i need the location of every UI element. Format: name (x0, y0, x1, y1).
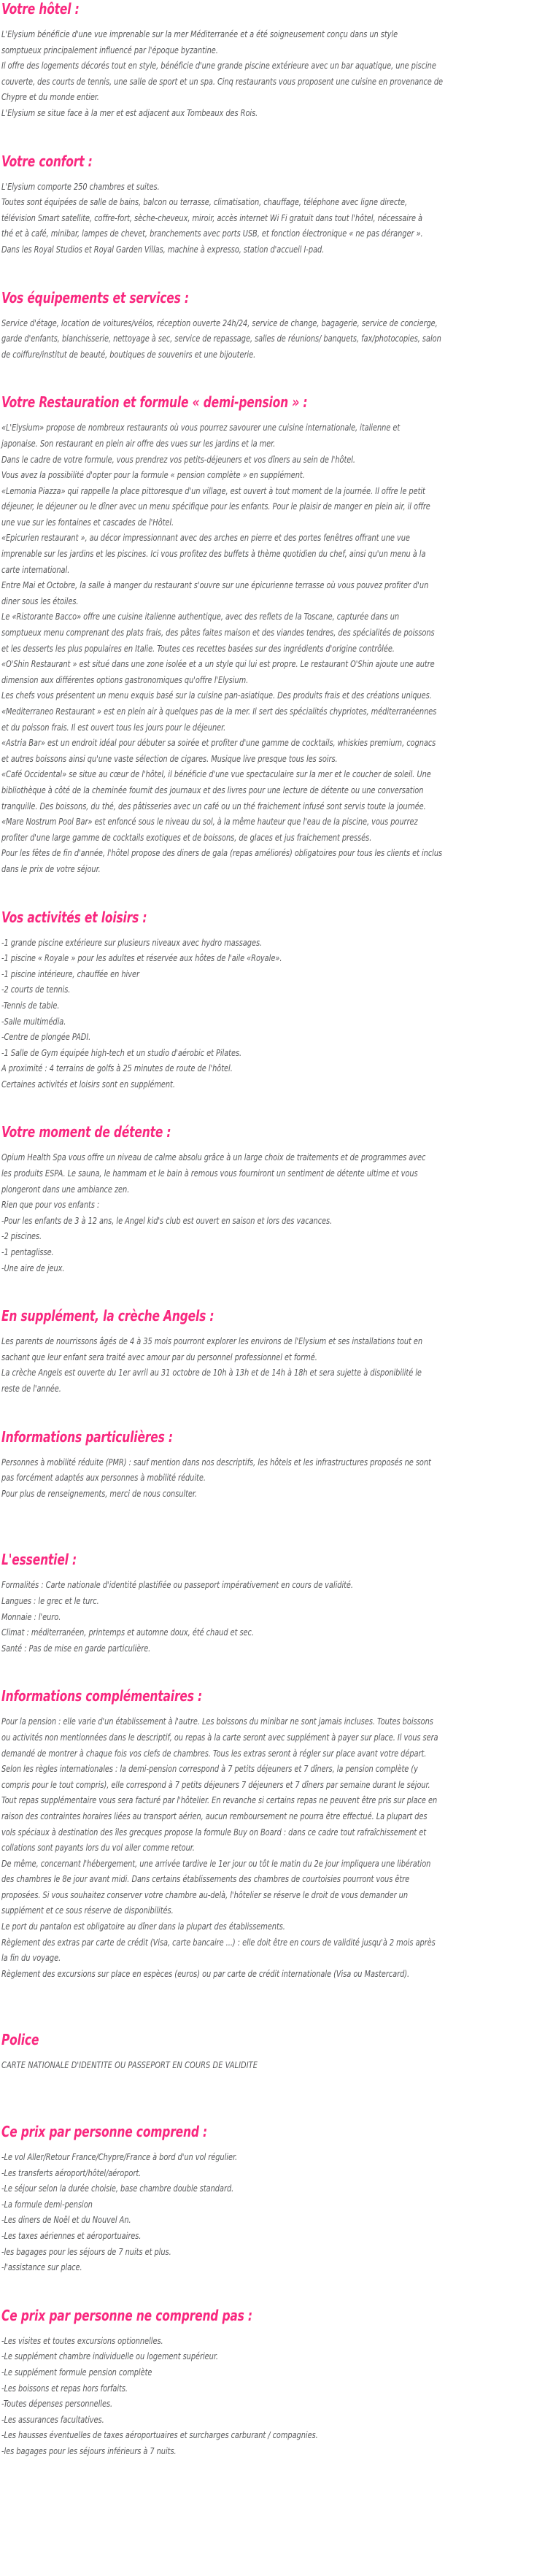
section-heading: Votre hôtel : (1, 0, 80, 18)
heading-spacer (1, 1141, 552, 1149)
body-line: «Epicurien restaurant », au décor impressionnant avec des arches en pierre et des portes fenêtres offrant une vue (1, 532, 410, 544)
heading-spacer (1, 1325, 552, 1333)
section-spacer (1, 2275, 552, 2307)
section-vos-activites (1, 909, 552, 1092)
body-line: Rien que pour vos enfants : (1, 1199, 100, 1211)
body-line: -Les diners de Noël et du Nouvel An. (1, 2214, 131, 2226)
body-line: -l'assistance sur place. (1, 2261, 82, 2273)
body-line: -Toutes dépenses personnelles. (1, 2398, 113, 2410)
section-spacer (1, 1501, 552, 1551)
body-line: A proximité : 4 terrains de golfs à 25 minutes de route de l'hôtel. (1, 1063, 233, 1074)
body-line: -Une aire de jeux. (1, 1262, 65, 1273)
body-line: Certaines activités et loisirs sont en supplément. (1, 1078, 175, 1090)
section-heading: Informations particulières : (1, 1427, 173, 1446)
body-line: -Le supplément formule pension complète (1, 2366, 152, 2378)
body-line: diner sous les étoiles. (1, 595, 79, 606)
body-line: «Lemonia Piazza» qui rappelle la place pittoresque d'un village, est ouvert à tout moment de la journée. Il offre le petit (1, 485, 425, 496)
body-line: -Les boissons et repas hors forfaits. (1, 2382, 128, 2394)
body-line: -Le séjour selon la durée choisie, base chambre double standard. (1, 2183, 234, 2194)
body-line: Pour les fêtes de fin d'année, l'hôtel propose des diners de gala (repas améliorés) obligatoires pour tous les clients et inclus (1, 847, 443, 859)
body-line: -Pour les enfants de 3 à 12 ans, le Angel kid's club est ouvert en saison et lors des vacances. (1, 1214, 333, 1226)
body-line: -les bagages pour les séjours de 7 nuits et plus. (1, 2245, 171, 2257)
body-line: Règlement des extras par carte de crédit (Visa, carte bancaire ...) : elle doit être en cours de validité jusqu'à 2 mois après (1, 1936, 436, 1948)
body-line: Règlement des excursions sur place en espèces (euros) ou par carte de crédit internationale (Visa ou Mastercard). (1, 1967, 410, 1979)
body-line: -les bagages pour les séjours inférieurs à 7 nuits. (1, 2445, 177, 2456)
body-line: dans le prix de votre séjour. (1, 863, 101, 874)
body-line: Dans les Royal Studios et Royal Garden Villas, machine à expresso, station d'accueil I-pad. (1, 243, 325, 255)
body-line: une vue sur les fontaines et cascades de l'Hôtel. (1, 516, 174, 528)
section-prix-comprend (1, 2123, 552, 2275)
body-line: raison des contraintes horaires liées au transport aérien, aucun remboursement ne pourra être effectué. La plupart des (1, 1810, 428, 1821)
section-spacer (1, 1656, 552, 1687)
section-votre-confort (1, 153, 552, 258)
body-line: Toutes sont équipées de salle de bains, balcon ou terrasse, climatisation, chauffage, téléphone avec ligne directe, (1, 196, 408, 208)
section-spacer (1, 362, 552, 393)
body-line: sachant que leur enfant sera traité avec amour par du personnel professionnel et formé. (1, 1351, 317, 1362)
body-line: Chypre et du monde entier. (1, 91, 99, 103)
body-line: Tout repas supplémentaire vous sera facturé par l'hôtelier. En revanche si certains repas ne peuvent être pris sur place en (1, 1794, 438, 1806)
heading-spacer (1, 2141, 552, 2149)
section-heading: Vos équipements et services : (1, 288, 189, 306)
body-line: plongeront dans une ambiance zen. (1, 1183, 130, 1195)
section-heading: Votre moment de détente : (1, 1123, 171, 1141)
heading-spacer (1, 18, 552, 26)
body-line: -Salle multimédia. (1, 1015, 66, 1027)
section-creche-angels (1, 1307, 552, 1396)
body-line: -Les visites et toutes excursions optionnelles. (1, 2334, 163, 2346)
section-spacer (1, 1981, 552, 2031)
section-heading: Votre confort : (1, 152, 93, 170)
body-line: -2 piscines. (1, 1230, 42, 1242)
body-line: «O'Shin Restaurant » est situé dans une zone isolée et a un style qui lui est propre. Le restaurant O'Shin ajoute une autre (1, 658, 435, 670)
brochure-content (1, 0, 552, 2459)
body-line: Monnaie : l'euro. (1, 1611, 61, 1622)
body-line: -Les transferts aéroport/hôtel/aéroport. (1, 2167, 142, 2178)
body-line: «Astria Bar» est un endroit idéal pour débuter sa soirée et profiter d'une gamme de cocktails, whiskies premium, cognacs (1, 737, 436, 749)
section-spacer (1, 877, 552, 909)
body-line: L'Elysium bénéficie d'une vue imprenable sur la mer Méditerranée et a été soigneusement conçu dans un style (1, 28, 398, 39)
body-line: Opium Health Spa vous offre un niveau de calme absolu grâce à un large choix de traitements et de programmes avec (1, 1152, 426, 1163)
section-police (1, 2031, 552, 2073)
body-line: Les chefs vous présentent un menu exquis basé sur la cuisine pan-asiatique. Des produits frais et des créations uniques. (1, 690, 432, 701)
section-heading: Ce prix par personne ne comprend pas : (1, 2306, 252, 2324)
body-line: reste de l'année. (1, 1383, 61, 1394)
body-line: et les desserts les plus populaires en Italie. Toutes ces recettes basées sur des ingrédients d'origine contrôlée. (1, 642, 395, 654)
body-line: Dans le cadre de votre formule, vous prendrez vos petits-déjeuners et vos dîners au sein de l'hôtel. (1, 453, 356, 465)
body-line: et du poisson frais. Il est ouvert tous les jours pour le déjeuner. (1, 721, 226, 733)
section-spacer (1, 2073, 552, 2123)
body-line: -Les taxes aériennes et aéroportuaires. (1, 2230, 142, 2241)
body-line: couverte, des courts de tennis, une salle de sport et un spa. Cinq restaurants vous proposent une cuisine en provenance de (1, 75, 444, 87)
body-line: les produits ESPA. Le sauna, le hammam et le bain à remous vous fourniront un sentiment de détente ultime et vous (1, 1168, 418, 1179)
body-line: japonaise. Son restaurant en plein air offre des vues sur les jardins et la mer. (1, 437, 276, 449)
body-line: et autres boissons ainsi qu'une vaste sélection de cigares. Musique live presque tous les soirs. (1, 752, 338, 764)
body-line: CARTE NATIONALE D'IDENTITE OU PASSEPORT EN COURS DE VALIDITE (1, 2059, 258, 2071)
body-line: -1 Salle de Gym équipée high-tech et un studio d'aérobic et Pilates. (1, 1046, 242, 1058)
body-line: de coiffure/institut de beauté, boutiques de souvenirs et une bijouterie. (1, 348, 256, 360)
body-line: -Les assurances facultatives. (1, 2413, 104, 2425)
body-line: -1 pentaglisse. (1, 1246, 54, 1258)
section-spacer (1, 121, 552, 153)
section-heading: Informations complémentaires : (1, 1687, 203, 1705)
body-line: Personnes à mobilité réduite (PMR) : sauf mention dans nos descriptifs, les hôtels et les infrastructures proposés ne sont (1, 1456, 431, 1468)
heading-spacer (1, 307, 552, 315)
body-line: ou activités non mentionnées dans le descriptif, ou repas à la carte seront avec supplément à payer sur place. Il vous sera (1, 1731, 438, 1743)
body-line: -Tennis de table. (1, 999, 60, 1011)
body-line: «Mare Nostrum Pool Bar» est enfoncé sous le niveau du sol, à la même hauteur que l'eau de la piscine, vous pourrez (1, 816, 418, 828)
section-informations-particulieres (1, 1428, 552, 1502)
body-line: déjeuner, le déjeuner ou le dîner avec un menu spécifique pour les enfants. Pour le plaisir de manger en plein air, il offre (1, 501, 430, 512)
heading-spacer (1, 171, 552, 179)
body-line: -La formule demi-pension (1, 2198, 93, 2210)
heading-spacer (1, 1446, 552, 1454)
section-vos-equipements (1, 289, 552, 363)
section-heading: Vos activités et loisirs : (1, 908, 147, 926)
section-heading: Police (1, 2031, 39, 2049)
body-line: compris pour le tout compris), elle correspond à 7 petits déjeuners 7 déjeuners et 7 dîners par semaine durant le séjour. (1, 1778, 430, 1790)
section-votre-hotel (1, 0, 552, 121)
body-line: bibliothèque à côté de la cheminée fournit des journaux et des livres pour une lecture de détente ou une conversation (1, 784, 424, 795)
body-line: Le «Ristorante Bacco» offre une cuisine italienne authentique, avec des reflets de la Toscane, capturée dans un (1, 611, 400, 622)
body-line: -1 piscine intérieure, chauffée en hiver (1, 968, 139, 979)
section-informations-complementaires (1, 1687, 552, 1981)
body-line: Climat : méditerranéen, printemps et automne doux, été chaud et sec. (1, 1627, 254, 1638)
body-line: L'Elysium se situe face à la mer et est adjacent aux Tombeaux des Rois. (1, 107, 258, 118)
body-line: somptueux principalement influencé par l'époque byzantine. (1, 44, 218, 55)
body-line: Pour plus de renseignements, merci de nous consulter. (1, 1487, 197, 1499)
body-line: -Le vol Aller/Retour France/Chypre/France à bord d'un vol régulier. (1, 2151, 238, 2163)
body-line: Service d'étage, location de voitures/vélos, réception ouverte 24h/24, service de change, bagagerie, service de concierge, (1, 317, 438, 328)
body-line: Langues : le grec et le turc. (1, 1594, 99, 1606)
body-line: Santé : Pas de mise en garde particulière. (1, 1642, 151, 1654)
body-line: L'Elysium comporte 250 chambres et suites. (1, 180, 160, 192)
heading-spacer (1, 1569, 552, 1577)
body-line: Selon les règles internationales : la demi-pension correspond à 7 petits déjeuners et 7 dîners, la pension complète (y (1, 1763, 418, 1775)
section-heading: L'essentiel : (1, 1551, 77, 1569)
body-line: profiter d'une large gamme de cocktails exotiques et de boissons, de glaces et jus fraichement pressés. (1, 831, 372, 843)
body-line: demandé de montrer à chaque fois vos clefs de chambres. Tous les extras seront à régler sur place avant votre départ. (1, 1747, 427, 1759)
body-line: Le port du pantalon est obligatoire au dîner dans la plupart des établissements. (1, 1921, 285, 1932)
section-heading: En supplément, la crèche Angels : (1, 1307, 214, 1325)
body-line: -Le supplément chambre individuelle ou logement supérieur. (1, 2351, 218, 2362)
body-line: collations sont payants lors du vol aller comme retour. (1, 1842, 195, 1854)
body-line: supplément et ce sous réserve de disponibilités. (1, 1905, 174, 1916)
body-line: imprenable sur les jardins et les piscines. Ici vous profitez des buffets à thème quotidien du chef, ainsi qu'un menu à la (1, 548, 426, 560)
body-line: proposées. Si vous souhaitez conserver votre chambre au-delà, l'hôtelier se réserve le droit de vous demander un (1, 1889, 409, 1900)
body-line: -1 piscine « Royale » pour les adultes et réservée aux hôtes de l'aile «Royale». (1, 952, 282, 964)
section-spacer (1, 1397, 552, 1428)
body-line: la fin du voyage. (1, 1952, 61, 1964)
body-line: Vous avez la possibilité d'opter pour la formule « pension complète » en supplément. (1, 469, 305, 481)
section-l-essentiel (1, 1551, 552, 1656)
body-line: -Centre de plongée PADI. (1, 1031, 91, 1043)
body-line: De même, concernant l'hébergement, une arrivée tardive le 1er jour ou tôt le matin du 2e jour impliquera une libération (1, 1857, 431, 1869)
body-line: Il offre des logements décorés tout en style, bénéficie d'une grande piscine extérieure avec un bar aquatique, une piscine (1, 60, 436, 72)
body-line: «L'Elysium» propose de nombreux restaurants où vous pourrez savourer une cuisine internationale, italienne et (1, 422, 401, 433)
body-line: télévision Smart satellite, coffre-fort, sèche-cheveux, miroir, accès internet Wi Fi gratuit dans tout l'hôtel, nécessaire à (1, 212, 423, 223)
body-line: Entre Mai et Octobre, la salle à manger du restaurant s'ouvre sur une épicurienne terrasse où vous pouvez profiter d'un (1, 579, 429, 591)
section-prix-ne-comprend-pas (1, 2307, 552, 2459)
body-line: somptueux menu comprenant des plats frais, des pâtes faites maison et des viandes tendres, des spécialités de poissons (1, 627, 435, 639)
body-line: «Café Occidental» se situe au cœur de l'hôtel, il bénéficie d'une vue spectaculaire sur la mer et le coucher de soleil. Une (1, 768, 431, 780)
body-line: Pour la pension : elle varie d'un établissement à l'autre. Les boissons du minibar ne sont jamais incluses. Toutes boissons (1, 1716, 433, 1727)
heading-spacer (1, 927, 552, 935)
body-line: thé et à café, minibar, lampes de chevet, branchements avec ports USB, et fonction électronique « ne pas déranger ». (1, 228, 423, 239)
heading-spacer (1, 1705, 552, 1713)
body-line: -1 grande piscine extérieure sur plusieurs niveaux avec hydro massages. (1, 936, 263, 948)
section-spacer (1, 1092, 552, 1123)
body-line: dimension aux différentes options gastronomiques qu'offre l'Elysium. (1, 674, 249, 685)
section-spacer (1, 258, 552, 289)
body-line: tranquille. Des boissons, du thé, des pâtisseries avec un café ou un thé fraichement infusé sont servis toute la journée. (1, 800, 426, 811)
body-line: vols spéciaux à destination des îles grecques propose la formule Buy on Board : dans ce cadre tout rafraîchissement et (1, 1826, 427, 1837)
body-line: Les parents de nourrissons âgés de 4 à 35 mois pourront explorer les environs de l'Elysium et ses installations tout en (1, 1335, 423, 1347)
body-line: des chambres le 8e jour avant midi. Dans certains établissements des chambres de courtoisies pourront vous être (1, 1873, 410, 1885)
body-line: «Mediterraneo Restaurant » est en plein air à quelques pas de la mer. Il sert des spécialités chypriotes, méditerranéennes (1, 706, 437, 717)
section-spacer (1, 1276, 552, 1307)
section-votre-moment-detente (1, 1123, 552, 1276)
heading-spacer (1, 412, 552, 420)
section-heading: Votre Restauration et formule « demi-pension » : (1, 393, 308, 412)
body-line: La crèche Angels est ouverte du 1er avril au 31 octobre de 10h à 13h et de 14h à 18h et sera sujette à disponibilité le (1, 1367, 422, 1378)
body-line: Formalités : Carte nationale d'identité plastifiée ou passeport impérativement en cours de validité. (1, 1579, 354, 1591)
body-line: carte international. (1, 563, 70, 575)
section-heading: Ce prix par personne comprend : (1, 2123, 208, 2141)
body-line: garde d'enfants, blanchisserie, nettoyage à sec, service de repassage, salles de réunions/ banquets, fax/photocopies, salon (1, 333, 441, 344)
body-line: pas forcément adaptés aux personnes à mobilité réduite. (1, 1472, 206, 1484)
heading-spacer (1, 2325, 552, 2333)
heading-spacer (1, 2049, 552, 2057)
section-votre-restauration (1, 393, 552, 876)
body-line: -Les hausses éventuelles de taxes aéroportuaires et surcharges carburant / compagnies. (1, 2429, 318, 2441)
body-line: -2 courts de tennis. (1, 984, 71, 995)
